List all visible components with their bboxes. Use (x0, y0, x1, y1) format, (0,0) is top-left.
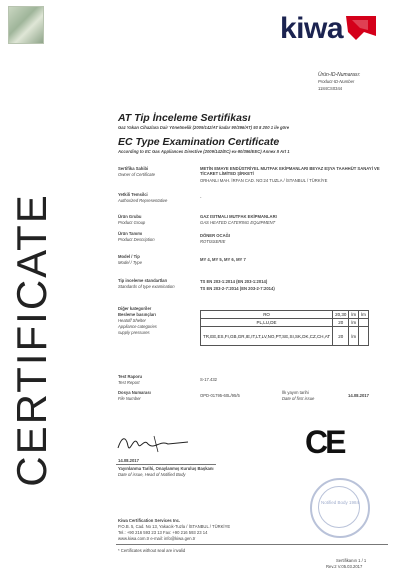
product-id-label-tr: Ürün-ID-Numarası: (318, 72, 361, 78)
product-id-label-en: Product-ID-Number (318, 79, 355, 84)
field-group-value-en: GAS HEATED CATERING EQUIPMENT (200, 220, 276, 225)
field-group-label-tr: Ürün Grubu (118, 214, 142, 219)
cat-label-tr: Diğer kategoriler (118, 306, 152, 311)
stamp-text: Notified Body 1984 (320, 500, 360, 505)
file-label-tr: Dosya Numarası (118, 390, 151, 395)
footer-page-label: Sertifikanın 1 / 1 (336, 558, 367, 563)
table-cell: TR,EE,ES,FI,GB,GR,IE,IT,LT,LV,NO,PT,SE,SI,SK,DK,CZ,CH,AT (201, 327, 333, 346)
field-standards-label-tr: Tip inceleme standartları (118, 278, 168, 283)
table-cell: lm (349, 319, 359, 327)
cat-label-en2: Appliance categories (118, 324, 157, 329)
field-owner-address: ORHANLI MAH. İRFAN CAD. NO:24 TUZLA / İSTANBUL / TÜRKİYE (200, 178, 328, 183)
footer-web: www.kiwa.com.tr e-mail: info@kiwa.gen.tr (118, 536, 196, 541)
footer-page-code: Rev.2 V.05.03.2017 (326, 564, 363, 569)
field-model-label-en: Model / Type (118, 260, 142, 265)
field-standards-label-en: Standards of type examination (118, 284, 175, 289)
field-rep-value: - (200, 195, 202, 200)
table-cell (359, 327, 369, 346)
table-cell: lm (359, 311, 369, 319)
table-cell: 20 (333, 319, 349, 327)
footer-phone: Tel.: +90 216 593 23 13 Fax: +90 216 593 23 14 (118, 530, 208, 535)
field-group-label-en: Product Group (118, 220, 146, 225)
logo-text: kiwa (280, 12, 344, 45)
hologram-seal (8, 6, 44, 44)
table-cell: 20,30 (333, 311, 349, 319)
ce-mark: CE (305, 424, 344, 460)
report-label-en: Test Report (118, 380, 140, 385)
footer-address: P.O.B. 5, Cad. No 13, Yakacık-Tuzla / İSTANBUL / TÜRKİYE (118, 524, 231, 529)
table-cell: PL,LU,DE (201, 319, 333, 327)
field-desc-label-en: Product Description (118, 237, 155, 242)
field-desc-value-en: ROTISSERIE (200, 239, 226, 244)
footer-company: Kiwa Certification Services Inc. (118, 518, 181, 523)
stamp-inner-ring (318, 486, 360, 528)
subtitle-tr: Gaz Yakan Cihazlara Dair Yönetmelik (2009/142/AT kadar 90/396/AT) 93 8 200 1 ile göre (118, 125, 290, 130)
file-label-en: File Number (118, 396, 141, 401)
table-row (201, 311, 369, 319)
cat-label-en3: supply pressures (118, 330, 150, 335)
table-cell: lm (349, 327, 359, 346)
notified-body-stamp (310, 478, 370, 538)
field-owner-value: METİN EMAYE ENDÜSTRİYEL MUTFAK EKİPMANLARI BEYAZ EŞYA TAAHHÜT SANAYİ VE TİCARET LİMİTED ŞİRKETİ (200, 166, 380, 176)
report-label-tr: Test Raporu (118, 374, 143, 379)
table-row (201, 327, 369, 346)
field-owner-label-tr: Sertifika Sahibi (118, 166, 149, 171)
issue-label-en: Date of first issue (282, 396, 315, 401)
signature-graphic (114, 430, 194, 456)
title-en: EC Type Examination Certificate (118, 136, 280, 148)
cat-label-tr2: Heatoff Shelter (118, 318, 146, 323)
field-desc-label-tr: Ürün Tanımı (118, 231, 143, 236)
table-cell: lm (349, 311, 359, 319)
title-tr: AT Tip İnceleme Sertifikası (118, 112, 251, 124)
signature-line (116, 464, 216, 465)
report-value: S-17.432 (200, 377, 217, 382)
field-group-value: GAZ ISITMALI MUTFAK EKİPMANLARI (200, 214, 277, 219)
field-model-value: MY 4, MY 5, MY 6, MY 7 (200, 257, 246, 262)
field-rep-label-tr: Yetkili Temsilci (118, 192, 148, 197)
field-owner-label-en: Owner of Certificate (118, 172, 156, 177)
footer-note: * Certificates without seal are invalid (118, 548, 186, 553)
vertical-title-text: CERTIFICATE (8, 193, 55, 487)
cat-label-en: Besleme basınçları (118, 312, 156, 317)
field-standards-value-1: TS EN 203-1:2014 (EN 203-1:2014) (200, 279, 268, 284)
signature-caption-tr: Yayınlanma Tarihi, Onaylanmış Kuruluş Başkanı (118, 466, 214, 471)
vertical-certificate-title (8, 120, 56, 560)
issue-value: 14.08.2017 (348, 393, 369, 398)
table-row (201, 319, 369, 327)
footer-divider (116, 544, 388, 545)
signature-date: 14.08.2017 (118, 458, 139, 463)
table-cell (359, 319, 369, 327)
file-value: OPD-01795-60L/95/5 (200, 393, 240, 398)
table-cell: 20 (333, 327, 349, 346)
table-cell: RO (201, 311, 333, 319)
pressure-table (200, 310, 369, 346)
field-rep-label-en: Authorized Representative (118, 198, 168, 203)
signature-caption-en: Date of issue, Head of Notified Body (118, 472, 186, 477)
product-id-value: 1184CS0344 (318, 86, 343, 91)
field-desc-value: DÖNER OCAĞI (200, 233, 231, 238)
issue-label-tr: İlk yayım tarihi (282, 390, 309, 395)
kiwa-logo (278, 10, 382, 50)
field-model-label-tr: Model / Tip (118, 254, 140, 259)
subtitle-en: According to EC Gas Appliances Directive (2009/142/EC) ex-90/396/EEC) Annex II Art 1 (118, 149, 290, 154)
field-standards-value-2: TS EN 203-2-7:2014 (EN 203-2-7:2014) (200, 286, 275, 291)
